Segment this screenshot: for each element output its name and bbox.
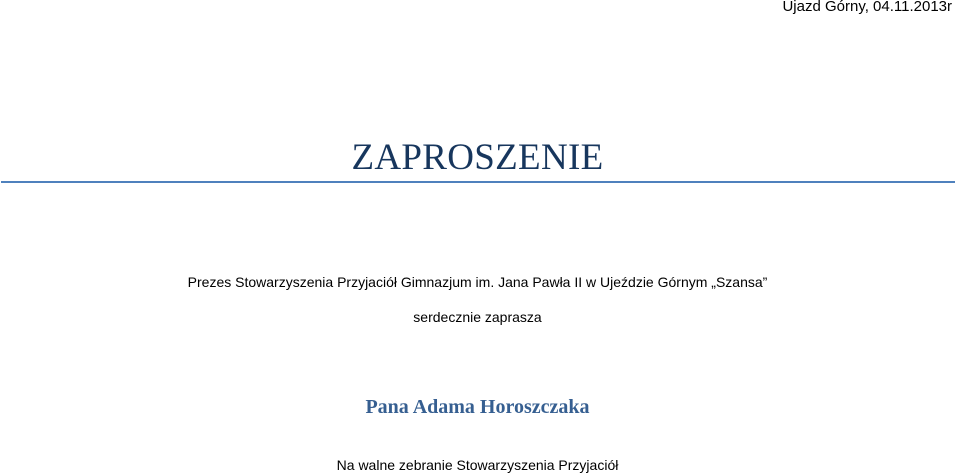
place-and-date: Ujazd Górny, 04.11.2013r: [782, 0, 952, 15]
guest-name: Pana Adama Horoszczaka: [365, 396, 590, 418]
invites-line: serdecznie zaprasza: [413, 309, 542, 325]
title-underline-divider: [1, 181, 955, 183]
document-title: ZAPROSZENIE: [351, 137, 604, 178]
inviter-line: Prezes Stowarzyszenia Przyjaciół Gimnazjum im. Jana Pawła II w Ujeździe Górnym „Szansa”: [187, 274, 768, 290]
purpose-line: Na walne zebranie Stowarzyszenia Przyjaciół: [336, 457, 619, 473]
